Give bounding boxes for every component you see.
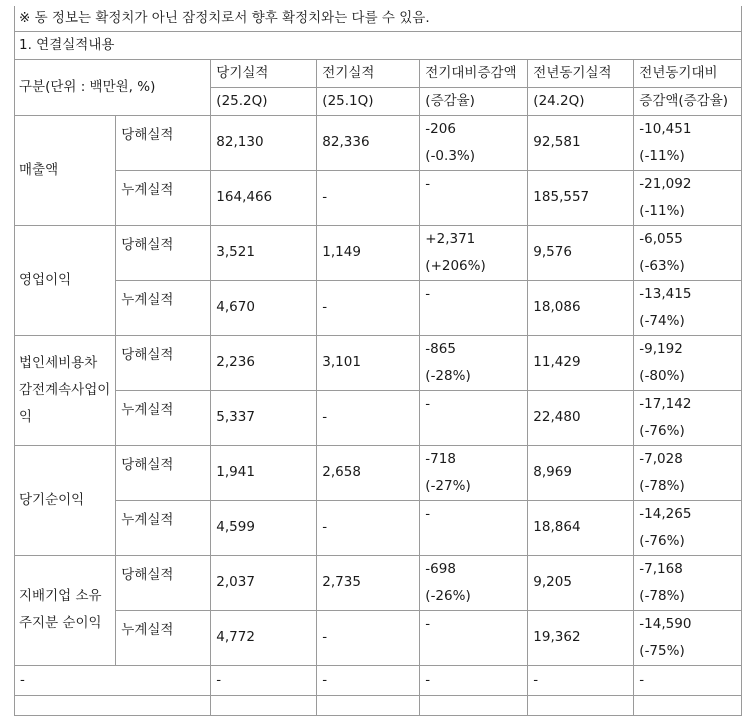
cell-qoq [420,555,528,610]
cell-yoy-base: 19,362 [528,610,634,665]
table-row [15,390,742,445]
row-type: 누계실적 [116,390,211,445]
cell-current: 4,670 [211,280,317,335]
header-yoy: 전년동기대비 [634,59,742,87]
item-name-line: 당기순이익 [19,491,85,508]
cell-previous: - [317,390,420,445]
cell-previous: - [317,170,420,225]
cell-previous: 2,735 [317,555,420,610]
cell-previous: - [317,280,420,335]
cell-yoy [634,115,742,170]
cell-yoy [634,170,742,225]
section-title: 1. 연결실적내용 [15,31,742,59]
cell-current: 3,521 [211,225,317,280]
item-name [15,335,116,445]
qoq-amount: - [425,395,431,412]
cell-qoq [420,335,528,390]
qoq-amount: -865 [425,340,456,357]
cell-yoy [634,610,742,665]
item-name [15,115,116,225]
yoy-rate: (-78%) [639,587,685,604]
cell-qoq [420,280,528,335]
row-type: 당해실적 [116,225,211,280]
header-current: 당기실적 [211,59,317,87]
row-type: 누계실적 [116,170,211,225]
cell-yoy [634,445,742,500]
row-type: 당해실적 [116,115,211,170]
item-name-line: 익 [19,408,33,425]
yoy-amount: -7,028 [639,450,683,467]
cell-yoy-base: 22,480 [528,390,634,445]
table-row [15,225,742,280]
header-qoq-sub: (증감율) [420,87,528,115]
yoy-rate: (-76%) [639,422,685,439]
cutoff-cell [211,695,317,715]
cell-qoq [420,115,528,170]
cutoff-cell [634,695,742,715]
cell-yoy [634,390,742,445]
item-name-line: 감전계속사업이 [19,381,111,398]
qoq-rate: (-26%) [425,587,471,604]
cell-yoy [634,500,742,555]
dash-cell: - [420,665,528,695]
header-yoy-sub: 증감액(증감율) [634,87,742,115]
qoq-amount: -698 [425,560,456,577]
item-name-line: 지배기업 소유 [19,588,102,604]
header-category: 구분(단위 : 백만원, %) [15,59,211,115]
item-name [15,225,116,335]
yoy-rate: (-74%) [639,312,685,329]
cell-yoy [634,280,742,335]
cell-current: 4,599 [211,500,317,555]
item-name-line: 영업이익 [19,271,72,288]
qoq-amount: -206 [425,120,456,137]
header-current-period: (25.2Q) [211,87,317,115]
yoy-rate: (-11%) [639,202,685,219]
table-row [15,445,742,500]
notice-text: ※ 동 정보는 확정치가 아닌 잠정치로서 향후 확정치와는 다를 수 있음. [15,6,742,31]
yoy-amount: -10,451 [639,120,692,137]
cell-yoy-base: 185,557 [528,170,634,225]
cutoff-cell [317,695,420,715]
earnings-table [14,6,742,716]
yoy-rate: (-76%) [639,532,685,549]
table-row-cutoff [15,695,742,715]
yoy-rate: (-75%) [639,642,685,659]
qoq-amount: - [425,505,431,522]
item-name-line: 주지분 순이익 [19,615,102,631]
row-type: 누계실적 [116,500,211,555]
qoq-amount: +2,371 [425,230,476,247]
cutoff-cell [528,695,634,715]
cell-previous: 3,101 [317,335,420,390]
cell-yoy-base: 11,429 [528,335,634,390]
table-row [15,170,742,225]
cell-yoy [634,225,742,280]
table-row [15,115,742,170]
table-row [15,335,742,390]
qoq-amount: - [425,175,431,192]
yoy-amount: -14,590 [639,615,692,632]
yoy-amount: -7,168 [639,560,683,577]
cell-current: 4,772 [211,610,317,665]
yoy-rate: (-63%) [639,257,685,274]
header-yoy-base-period: (24.2Q) [528,87,634,115]
row-type: 누계실적 [116,610,211,665]
yoy-rate: (-80%) [639,367,685,384]
cell-yoy-base: 18,086 [528,280,634,335]
dash-cell: - [15,665,211,695]
cell-previous: 1,149 [317,225,420,280]
dash-cell: - [634,665,742,695]
cell-qoq [420,500,528,555]
cell-previous: 82,336 [317,115,420,170]
cell-yoy-base: 9,576 [528,225,634,280]
cell-yoy-base: 18,864 [528,500,634,555]
cell-current: 5,337 [211,390,317,445]
cell-current: 2,236 [211,335,317,390]
row-type: 당해실적 [116,445,211,500]
cell-yoy-base: 92,581 [528,115,634,170]
cell-yoy [634,555,742,610]
row-type: 당해실적 [116,335,211,390]
dash-cell: - [528,665,634,695]
yoy-amount: -9,192 [639,340,683,357]
yoy-amount: -13,415 [639,285,692,302]
item-name [15,555,116,665]
cell-qoq [420,170,528,225]
table-row [15,610,742,665]
header-previous: 전기실적 [317,59,420,87]
header-yoy-base: 전년동기실적 [528,59,634,87]
cell-yoy [634,335,742,390]
table-row [15,500,742,555]
qoq-rate: (+206%) [425,257,486,274]
yoy-amount: -21,092 [639,175,692,192]
cutoff-cell [420,695,528,715]
qoq-rate: (-0.3%) [425,147,475,164]
item-name-line: 매출액 [19,161,59,178]
cell-qoq [420,225,528,280]
table-row [15,280,742,335]
table-row-empty [15,665,742,695]
item-name [15,445,116,555]
cell-previous: - [317,610,420,665]
cell-qoq [420,445,528,500]
cell-current: 82,130 [211,115,317,170]
row-type: 당해실적 [116,555,211,610]
qoq-rate: (-27%) [425,477,471,494]
dash-cell: - [211,665,317,695]
cell-current: 164,466 [211,170,317,225]
cell-current: 1,941 [211,445,317,500]
yoy-rate: (-78%) [639,477,685,494]
cell-qoq [420,390,528,445]
item-name-line: 법인세비용차 [19,354,98,371]
dash-cell: - [317,665,420,695]
yoy-amount: -6,055 [639,230,683,247]
row-type: 누계실적 [116,280,211,335]
cell-yoy-base: 8,969 [528,445,634,500]
cell-yoy-base: 9,205 [528,555,634,610]
yoy-amount: -17,142 [639,395,692,412]
cell-previous: - [317,500,420,555]
cell-current: 2,037 [211,555,317,610]
cutoff-cell [15,695,211,715]
qoq-amount: -718 [425,450,456,467]
yoy-amount: -14,265 [639,505,692,522]
cell-qoq [420,610,528,665]
cell-previous: 2,658 [317,445,420,500]
yoy-rate: (-11%) [639,147,685,164]
qoq-rate: (-28%) [425,367,471,384]
qoq-amount: - [425,285,431,302]
qoq-amount: - [425,615,431,632]
table-row [15,555,742,610]
header-previous-period: (25.1Q) [317,87,420,115]
header-qoq: 전기대비증감액 [420,59,528,87]
